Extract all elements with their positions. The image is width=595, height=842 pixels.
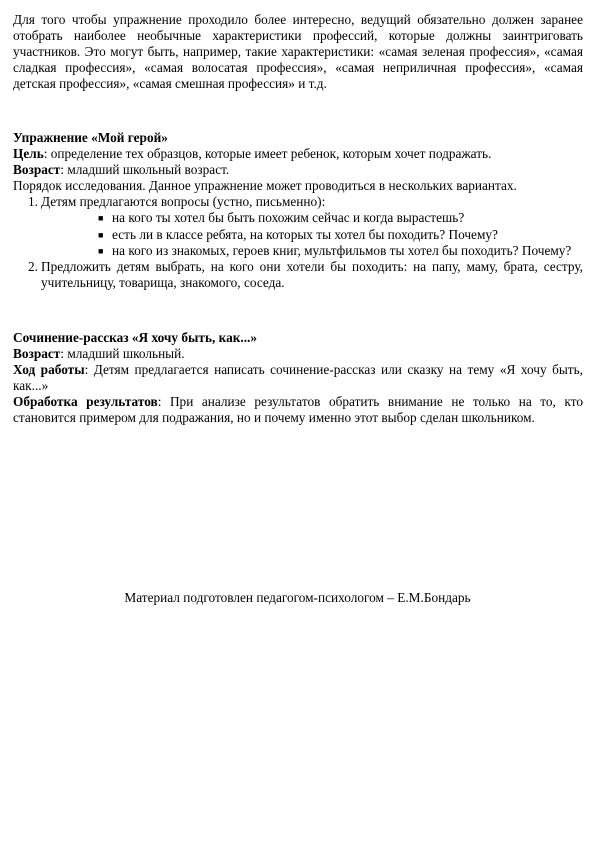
square-bullet-icon: ■ — [98, 213, 104, 224]
questions-list — [41, 210, 583, 258]
question-item — [41, 243, 583, 259]
question-text: на кого ты хотел бы быть похожим сейчас и когда вырастешь? — [112, 210, 465, 226]
exercise-procedure: Порядок исследования. Данное упражнение может проводиться в нескольких вариантах. — [13, 178, 517, 194]
essay-age-label: Возраст — [13, 346, 61, 362]
processing-label: Обработка результатов — [13, 394, 158, 410]
exercise-variants-list — [13, 194, 583, 291]
exercise-section — [13, 130, 583, 291]
course-label: Ход работы — [13, 362, 85, 378]
essay-processing — [13, 394, 583, 426]
age-label: Возраст — [13, 162, 61, 178]
goal-label: Цель — [13, 146, 44, 162]
goal-text: : определение тех образцов, которые имеет ребенок, которым хочет подражать. — [43, 146, 492, 162]
essay-title: Сочинение-рассказ «Я хочу быть, как...» — [13, 330, 258, 345]
age-text: : младший школьный возраст. — [60, 162, 230, 178]
processing-text: : При анализе результатов обратить внимание не только на то, кто становится примером для подражания, но и почему именно этот выбор сделан школьником. — [13, 394, 584, 426]
question-item — [41, 227, 583, 243]
list-item — [13, 259, 583, 291]
list-item-text: Детям предлагаются вопросы (устно, письменно): — [41, 194, 326, 210]
list-item — [13, 194, 583, 258]
list-item-number: 1. — [28, 194, 38, 210]
essay-age — [13, 346, 583, 362]
exercise-title: Упражнение «Мой герой» — [13, 130, 168, 145]
exercise-age — [13, 162, 583, 178]
question-text: на кого из знакомых, героев книг, мультфильмов ты хотел бы походить? Почему? — [112, 242, 572, 258]
essay-course — [13, 362, 583, 394]
square-bullet-icon: ■ — [98, 229, 104, 240]
course-text: : Детям предлагается написать сочинение-рассказ или сказку на тему «Я хочу быть, как...» — [13, 362, 583, 394]
list-item-text: Предложить детям выбрать, на кого они хотели бы походить: на папу, маму, брата, сестру, учительницу, товарища, знакомого, соседа. — [41, 258, 583, 290]
question-item — [41, 210, 583, 226]
square-bullet-icon: ■ — [98, 245, 104, 256]
essay-section — [13, 330, 583, 427]
essay-age-text: : младший школьный. — [60, 346, 185, 362]
author-footer: Материал подготовлен педагогом-психологом – Е.М.Бондарь — [124, 590, 471, 605]
list-item-number: 2. — [28, 258, 38, 274]
intro-paragraph: Для того чтобы упражнение проходило более интересно, ведущий обязательно должен заранее отобрать наиболее необычные характеристики профессий, которые должны заинтриговать участников. Это могут быть, например, такие характеристики: «самая зеленая профессия», «самая сладкая профессия», «самая волосатая профессия», «самая неприличная профессия», «самая детская профессия», «самая смешная профессия» и т.д. — [13, 12, 583, 92]
question-text: есть ли в классе ребята, на которых ты хотел бы походить? Почему? — [112, 226, 498, 242]
exercise-goal — [13, 146, 583, 162]
